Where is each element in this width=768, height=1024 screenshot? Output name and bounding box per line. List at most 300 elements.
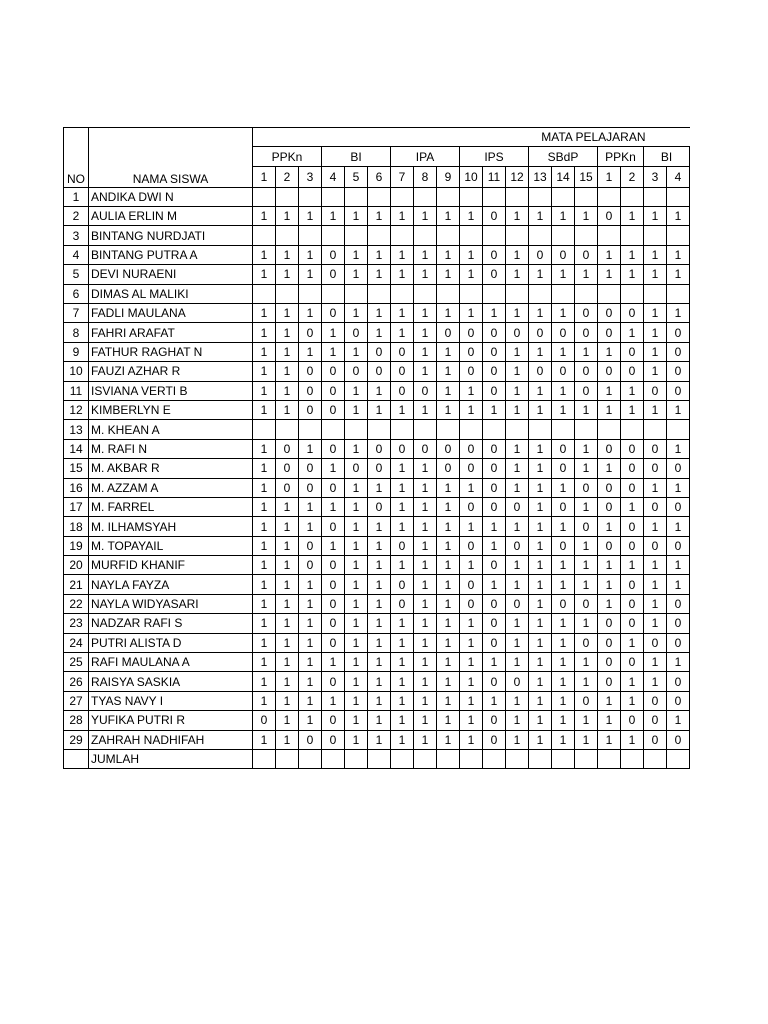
- score-cell: 1: [644, 304, 667, 323]
- score-cell: 1: [575, 711, 598, 730]
- score-cell: 0: [644, 730, 667, 749]
- table-row: [64, 478, 690, 497]
- score-cell: 1: [460, 207, 483, 226]
- row-number: 17: [64, 497, 89, 516]
- score-cell: [437, 226, 460, 245]
- score-cell: 0: [460, 536, 483, 555]
- score-cell: 1: [460, 304, 483, 323]
- score-cell: [391, 284, 414, 303]
- score-cell: [483, 187, 506, 206]
- column-number-header: 12: [506, 166, 529, 187]
- score-cell: 1: [437, 497, 460, 516]
- total-cell: [575, 750, 598, 769]
- score-cell: 1: [414, 672, 437, 691]
- score-cell: 1: [598, 459, 621, 478]
- score-cell: 1: [529, 400, 552, 419]
- score-cell: [322, 284, 345, 303]
- score-cell: 0: [621, 653, 644, 672]
- score-cell: 1: [667, 265, 690, 284]
- score-cell: 1: [598, 691, 621, 710]
- score-cell: 1: [644, 614, 667, 633]
- score-cell: 1: [299, 653, 322, 672]
- score-cell: 0: [299, 478, 322, 497]
- score-cell: 0: [667, 381, 690, 400]
- score-cell: 1: [368, 594, 391, 613]
- score-cell: 1: [437, 304, 460, 323]
- score-cell: 1: [483, 536, 506, 555]
- score-cell: 1: [253, 400, 276, 419]
- score-cell: 1: [598, 711, 621, 730]
- student-name: ZAHRAH NADHIFAH: [89, 730, 253, 749]
- score-cell: 0: [414, 439, 437, 458]
- score-cell: 0: [322, 439, 345, 458]
- score-cell: 1: [552, 730, 575, 749]
- score-cell: 1: [368, 614, 391, 633]
- score-cell: 1: [460, 691, 483, 710]
- score-cell: 1: [322, 342, 345, 361]
- score-cell: 1: [621, 556, 644, 575]
- score-cell: 1: [529, 672, 552, 691]
- score-cell: 0: [483, 265, 506, 284]
- score-cell: 1: [253, 672, 276, 691]
- score-cell: 1: [529, 536, 552, 555]
- total-cell: [253, 750, 276, 769]
- score-cell: 0: [276, 478, 299, 497]
- score-cell: 1: [575, 497, 598, 516]
- score-cell: 0: [483, 459, 506, 478]
- score-cell: 1: [299, 575, 322, 594]
- score-cell: 1: [368, 517, 391, 536]
- total-cell: [276, 750, 299, 769]
- score-cell: 1: [253, 207, 276, 226]
- score-cell: 1: [575, 207, 598, 226]
- score-cell: 1: [276, 672, 299, 691]
- score-cell: 1: [414, 730, 437, 749]
- score-cell: 1: [529, 633, 552, 652]
- score-cell: 1: [506, 362, 529, 381]
- score-cell: [368, 284, 391, 303]
- student-name: M. AKBAR R: [89, 459, 253, 478]
- score-cell: 0: [460, 439, 483, 458]
- score-cell: 1: [621, 381, 644, 400]
- score-cell: 1: [437, 614, 460, 633]
- row-number: 8: [64, 323, 89, 342]
- score-cell: [437, 420, 460, 439]
- score-cell: 0: [644, 439, 667, 458]
- score-cell: 0: [621, 439, 644, 458]
- score-cell: [506, 226, 529, 245]
- score-cell: 1: [345, 245, 368, 264]
- score-cell: 0: [506, 497, 529, 516]
- score-cell: 1: [368, 653, 391, 672]
- row-number: 27: [64, 691, 89, 710]
- score-cell: 0: [667, 459, 690, 478]
- score-cell: 1: [437, 517, 460, 536]
- score-cell: 1: [598, 556, 621, 575]
- score-cell: 1: [345, 575, 368, 594]
- score-cell: 0: [460, 459, 483, 478]
- table-row: [64, 381, 690, 400]
- score-cell: 1: [437, 633, 460, 652]
- table-row: [64, 284, 690, 303]
- subject-title-header: MATA PELAJARAN: [253, 128, 690, 147]
- score-cell: 0: [368, 362, 391, 381]
- score-cell: [506, 187, 529, 206]
- score-cell: [414, 284, 437, 303]
- score-cell: 1: [253, 381, 276, 400]
- score-cell: 1: [345, 633, 368, 652]
- score-cell: 1: [460, 381, 483, 400]
- score-cell: 1: [414, 614, 437, 633]
- score-cell: 0: [598, 207, 621, 226]
- score-cell: 0: [345, 459, 368, 478]
- score-cell: 1: [276, 536, 299, 555]
- score-cell: 1: [253, 653, 276, 672]
- score-cell: 1: [483, 304, 506, 323]
- score-cell: 0: [345, 362, 368, 381]
- score-cell: [644, 284, 667, 303]
- score-cell: 1: [506, 439, 529, 458]
- score-cell: [276, 226, 299, 245]
- score-cell: 1: [414, 653, 437, 672]
- score-cell: 0: [575, 633, 598, 652]
- table-row: [64, 691, 690, 710]
- score-cell: 1: [253, 265, 276, 284]
- score-cell: 1: [529, 478, 552, 497]
- score-cell: 1: [460, 730, 483, 749]
- name-header-blank-top: [89, 128, 253, 147]
- score-cell: 1: [414, 691, 437, 710]
- row-number: 19: [64, 536, 89, 555]
- score-cell: 1: [276, 575, 299, 594]
- score-cell: [644, 226, 667, 245]
- score-cell: 1: [621, 265, 644, 284]
- score-cell: 0: [598, 497, 621, 516]
- score-cell: 0: [391, 362, 414, 381]
- total-cell: [322, 750, 345, 769]
- student-name: TYAS NAVY I: [89, 691, 253, 710]
- student-name: RAFI MAULANA A: [89, 653, 253, 672]
- score-cell: 0: [575, 304, 598, 323]
- row-number: 20: [64, 556, 89, 575]
- score-cell: 1: [644, 265, 667, 284]
- score-cell: [299, 420, 322, 439]
- row-number: 5: [64, 265, 89, 284]
- score-cell: 0: [598, 633, 621, 652]
- score-cell: 1: [345, 478, 368, 497]
- column-number-header: 4: [667, 166, 690, 187]
- score-cell: 0: [575, 381, 598, 400]
- subject-group-header: SBdP: [529, 147, 598, 166]
- score-cell: 1: [368, 207, 391, 226]
- score-cell: 0: [368, 459, 391, 478]
- score-cell: 1: [644, 362, 667, 381]
- student-name: ISVIANA VERTI B: [89, 381, 253, 400]
- score-cell: 0: [621, 478, 644, 497]
- score-cell: 0: [322, 633, 345, 652]
- score-cell: 1: [299, 672, 322, 691]
- total-cell: [506, 750, 529, 769]
- score-cell: 1: [322, 691, 345, 710]
- score-cell: 1: [276, 556, 299, 575]
- score-cell: 0: [644, 691, 667, 710]
- score-cell: 1: [506, 478, 529, 497]
- total-cell: [644, 750, 667, 769]
- total-cell: [299, 750, 322, 769]
- score-cell: 1: [529, 711, 552, 730]
- score-cell: 1: [529, 594, 552, 613]
- score-cell: 1: [644, 594, 667, 613]
- column-number-header: 9: [437, 166, 460, 187]
- score-cell: 1: [299, 304, 322, 323]
- table-row: [64, 536, 690, 555]
- total-label: JUMLAH: [89, 750, 253, 769]
- table-row: [64, 400, 690, 419]
- row-number: 16: [64, 478, 89, 497]
- score-cell: 1: [253, 536, 276, 555]
- column-number-header: 2: [621, 166, 644, 187]
- score-cell: 1: [276, 245, 299, 264]
- score-cell: 0: [322, 575, 345, 594]
- score-cell: 0: [552, 323, 575, 342]
- score-cell: 1: [345, 207, 368, 226]
- total-cell: [437, 750, 460, 769]
- score-cell: 0: [575, 362, 598, 381]
- score-cell: 1: [414, 459, 437, 478]
- score-cell: 1: [345, 536, 368, 555]
- score-cell: 1: [253, 342, 276, 361]
- score-cell: 1: [506, 265, 529, 284]
- row-number: 21: [64, 575, 89, 594]
- score-cell: 1: [391, 614, 414, 633]
- score-cell: 0: [368, 497, 391, 516]
- score-cell: 0: [322, 517, 345, 536]
- score-cell: 0: [598, 614, 621, 633]
- row-number: 25: [64, 653, 89, 672]
- score-cell: 0: [552, 362, 575, 381]
- score-cell: 1: [345, 342, 368, 361]
- score-cell: 0: [621, 362, 644, 381]
- score-cell: 1: [598, 381, 621, 400]
- score-cell: [299, 187, 322, 206]
- score-cell: 1: [598, 575, 621, 594]
- score-cell: 1: [414, 400, 437, 419]
- total-row-blank: [64, 750, 89, 769]
- score-cell: [483, 284, 506, 303]
- score-cell: 1: [414, 711, 437, 730]
- row-number: 22: [64, 594, 89, 613]
- score-cell: 1: [529, 614, 552, 633]
- score-cell: 1: [483, 517, 506, 536]
- score-cell: 1: [345, 594, 368, 613]
- score-cell: 0: [483, 207, 506, 226]
- score-cell: 0: [529, 323, 552, 342]
- score-table: [63, 127, 690, 769]
- score-cell: 0: [506, 594, 529, 613]
- score-cell: 1: [368, 536, 391, 555]
- score-cell: 1: [299, 517, 322, 536]
- score-cell: 1: [299, 265, 322, 284]
- score-cell: 1: [552, 342, 575, 361]
- student-name: NAYLA WIDYASARI: [89, 594, 253, 613]
- student-name: RAISYA SASKIA: [89, 672, 253, 691]
- score-cell: [460, 284, 483, 303]
- score-cell: 1: [253, 614, 276, 633]
- score-cell: 0: [322, 594, 345, 613]
- score-cell: 1: [391, 245, 414, 264]
- score-cell: 0: [460, 342, 483, 361]
- total-cell: [460, 750, 483, 769]
- score-cell: 0: [322, 400, 345, 419]
- total-cell: [483, 750, 506, 769]
- score-cell: 1: [345, 304, 368, 323]
- score-cell: 0: [460, 497, 483, 516]
- score-cell: 1: [345, 517, 368, 536]
- score-cell: 0: [391, 594, 414, 613]
- score-cell: 0: [483, 362, 506, 381]
- score-cell: 1: [575, 400, 598, 419]
- score-cell: [460, 187, 483, 206]
- score-cell: 0: [621, 594, 644, 613]
- table-row: [64, 245, 690, 264]
- score-cell: [391, 420, 414, 439]
- score-cell: 1: [414, 265, 437, 284]
- student-name: PUTRI ALISTA D: [89, 633, 253, 652]
- score-cell: 1: [575, 614, 598, 633]
- score-cell: 1: [276, 517, 299, 536]
- score-cell: 1: [460, 478, 483, 497]
- total-row: [64, 750, 690, 769]
- score-cell: 0: [299, 536, 322, 555]
- score-cell: 0: [506, 536, 529, 555]
- score-cell: 0: [575, 245, 598, 264]
- student-name: NAYLA FAYZA: [89, 575, 253, 594]
- score-cell: 0: [460, 594, 483, 613]
- score-cell: 0: [322, 672, 345, 691]
- column-number-header: 6: [368, 166, 391, 187]
- score-cell: 0: [644, 536, 667, 555]
- score-cell: [414, 420, 437, 439]
- score-cell: 0: [667, 730, 690, 749]
- column-number-header: 11: [483, 166, 506, 187]
- student-name: FAUZI AZHAR R: [89, 362, 253, 381]
- score-cell: 0: [483, 439, 506, 458]
- score-cell: 1: [368, 556, 391, 575]
- total-cell: [552, 750, 575, 769]
- score-cell: 1: [529, 304, 552, 323]
- score-cell: 1: [506, 459, 529, 478]
- score-cell: 1: [414, 304, 437, 323]
- score-cell: 1: [598, 245, 621, 264]
- score-cell: 0: [483, 633, 506, 652]
- score-cell: [253, 284, 276, 303]
- score-cell: 1: [437, 265, 460, 284]
- score-cell: [506, 420, 529, 439]
- row-number: 24: [64, 633, 89, 652]
- score-cell: 0: [322, 556, 345, 575]
- row-number: 26: [64, 672, 89, 691]
- score-cell: 1: [644, 207, 667, 226]
- score-cell: [414, 187, 437, 206]
- column-number-header: 15: [575, 166, 598, 187]
- score-cell: 0: [667, 323, 690, 342]
- score-cell: 1: [437, 653, 460, 672]
- score-cell: 0: [483, 497, 506, 516]
- score-cell: 0: [598, 323, 621, 342]
- score-cell: 1: [437, 536, 460, 555]
- score-cell: 1: [345, 265, 368, 284]
- score-cell: 0: [621, 459, 644, 478]
- score-cell: 1: [276, 594, 299, 613]
- score-cell: 1: [529, 653, 552, 672]
- score-cell: 1: [391, 265, 414, 284]
- score-cell: 1: [299, 342, 322, 361]
- row-number: 28: [64, 711, 89, 730]
- score-cell: 1: [552, 575, 575, 594]
- score-cell: 1: [345, 400, 368, 419]
- score-cell: 1: [368, 400, 391, 419]
- score-cell: [644, 420, 667, 439]
- table-row: [64, 497, 690, 516]
- score-cell: 0: [299, 459, 322, 478]
- row-number: 13: [64, 420, 89, 439]
- score-cell: 1: [276, 323, 299, 342]
- score-cell: 1: [299, 497, 322, 516]
- score-cell: 1: [575, 672, 598, 691]
- score-cell: 1: [253, 459, 276, 478]
- score-cell: 1: [529, 381, 552, 400]
- score-cell: 1: [437, 691, 460, 710]
- table-row: [64, 439, 690, 458]
- score-cell: 1: [460, 711, 483, 730]
- score-cell: 1: [644, 653, 667, 672]
- score-cell: 1: [644, 556, 667, 575]
- total-cell: [667, 750, 690, 769]
- score-cell: 1: [368, 381, 391, 400]
- score-cell: 0: [322, 614, 345, 633]
- score-cell: 1: [575, 342, 598, 361]
- score-cell: [598, 420, 621, 439]
- score-cell: 1: [368, 633, 391, 652]
- table-row: [64, 614, 690, 633]
- score-cell: 1: [552, 517, 575, 536]
- score-cell: 1: [437, 711, 460, 730]
- score-cell: 1: [621, 497, 644, 516]
- score-cell: 0: [299, 556, 322, 575]
- row-number: 12: [64, 400, 89, 419]
- score-cell: 0: [437, 459, 460, 478]
- header-row-title: [64, 128, 690, 147]
- score-cell: 1: [483, 653, 506, 672]
- score-cell: 0: [322, 362, 345, 381]
- score-cell: 1: [345, 556, 368, 575]
- score-cell: 1: [621, 672, 644, 691]
- score-cell: 0: [253, 711, 276, 730]
- total-cell: [345, 750, 368, 769]
- score-cell: 1: [552, 478, 575, 497]
- score-cell: 0: [483, 323, 506, 342]
- score-cell: 1: [276, 730, 299, 749]
- score-cell: [552, 284, 575, 303]
- score-cell: 1: [345, 730, 368, 749]
- score-cell: 1: [437, 400, 460, 419]
- score-cell: 0: [437, 323, 460, 342]
- score-cell: 1: [644, 323, 667, 342]
- score-cell: 0: [621, 711, 644, 730]
- score-cell: 1: [598, 265, 621, 284]
- score-cell: 1: [437, 594, 460, 613]
- student-name: FATHUR RAGHAT N: [89, 342, 253, 361]
